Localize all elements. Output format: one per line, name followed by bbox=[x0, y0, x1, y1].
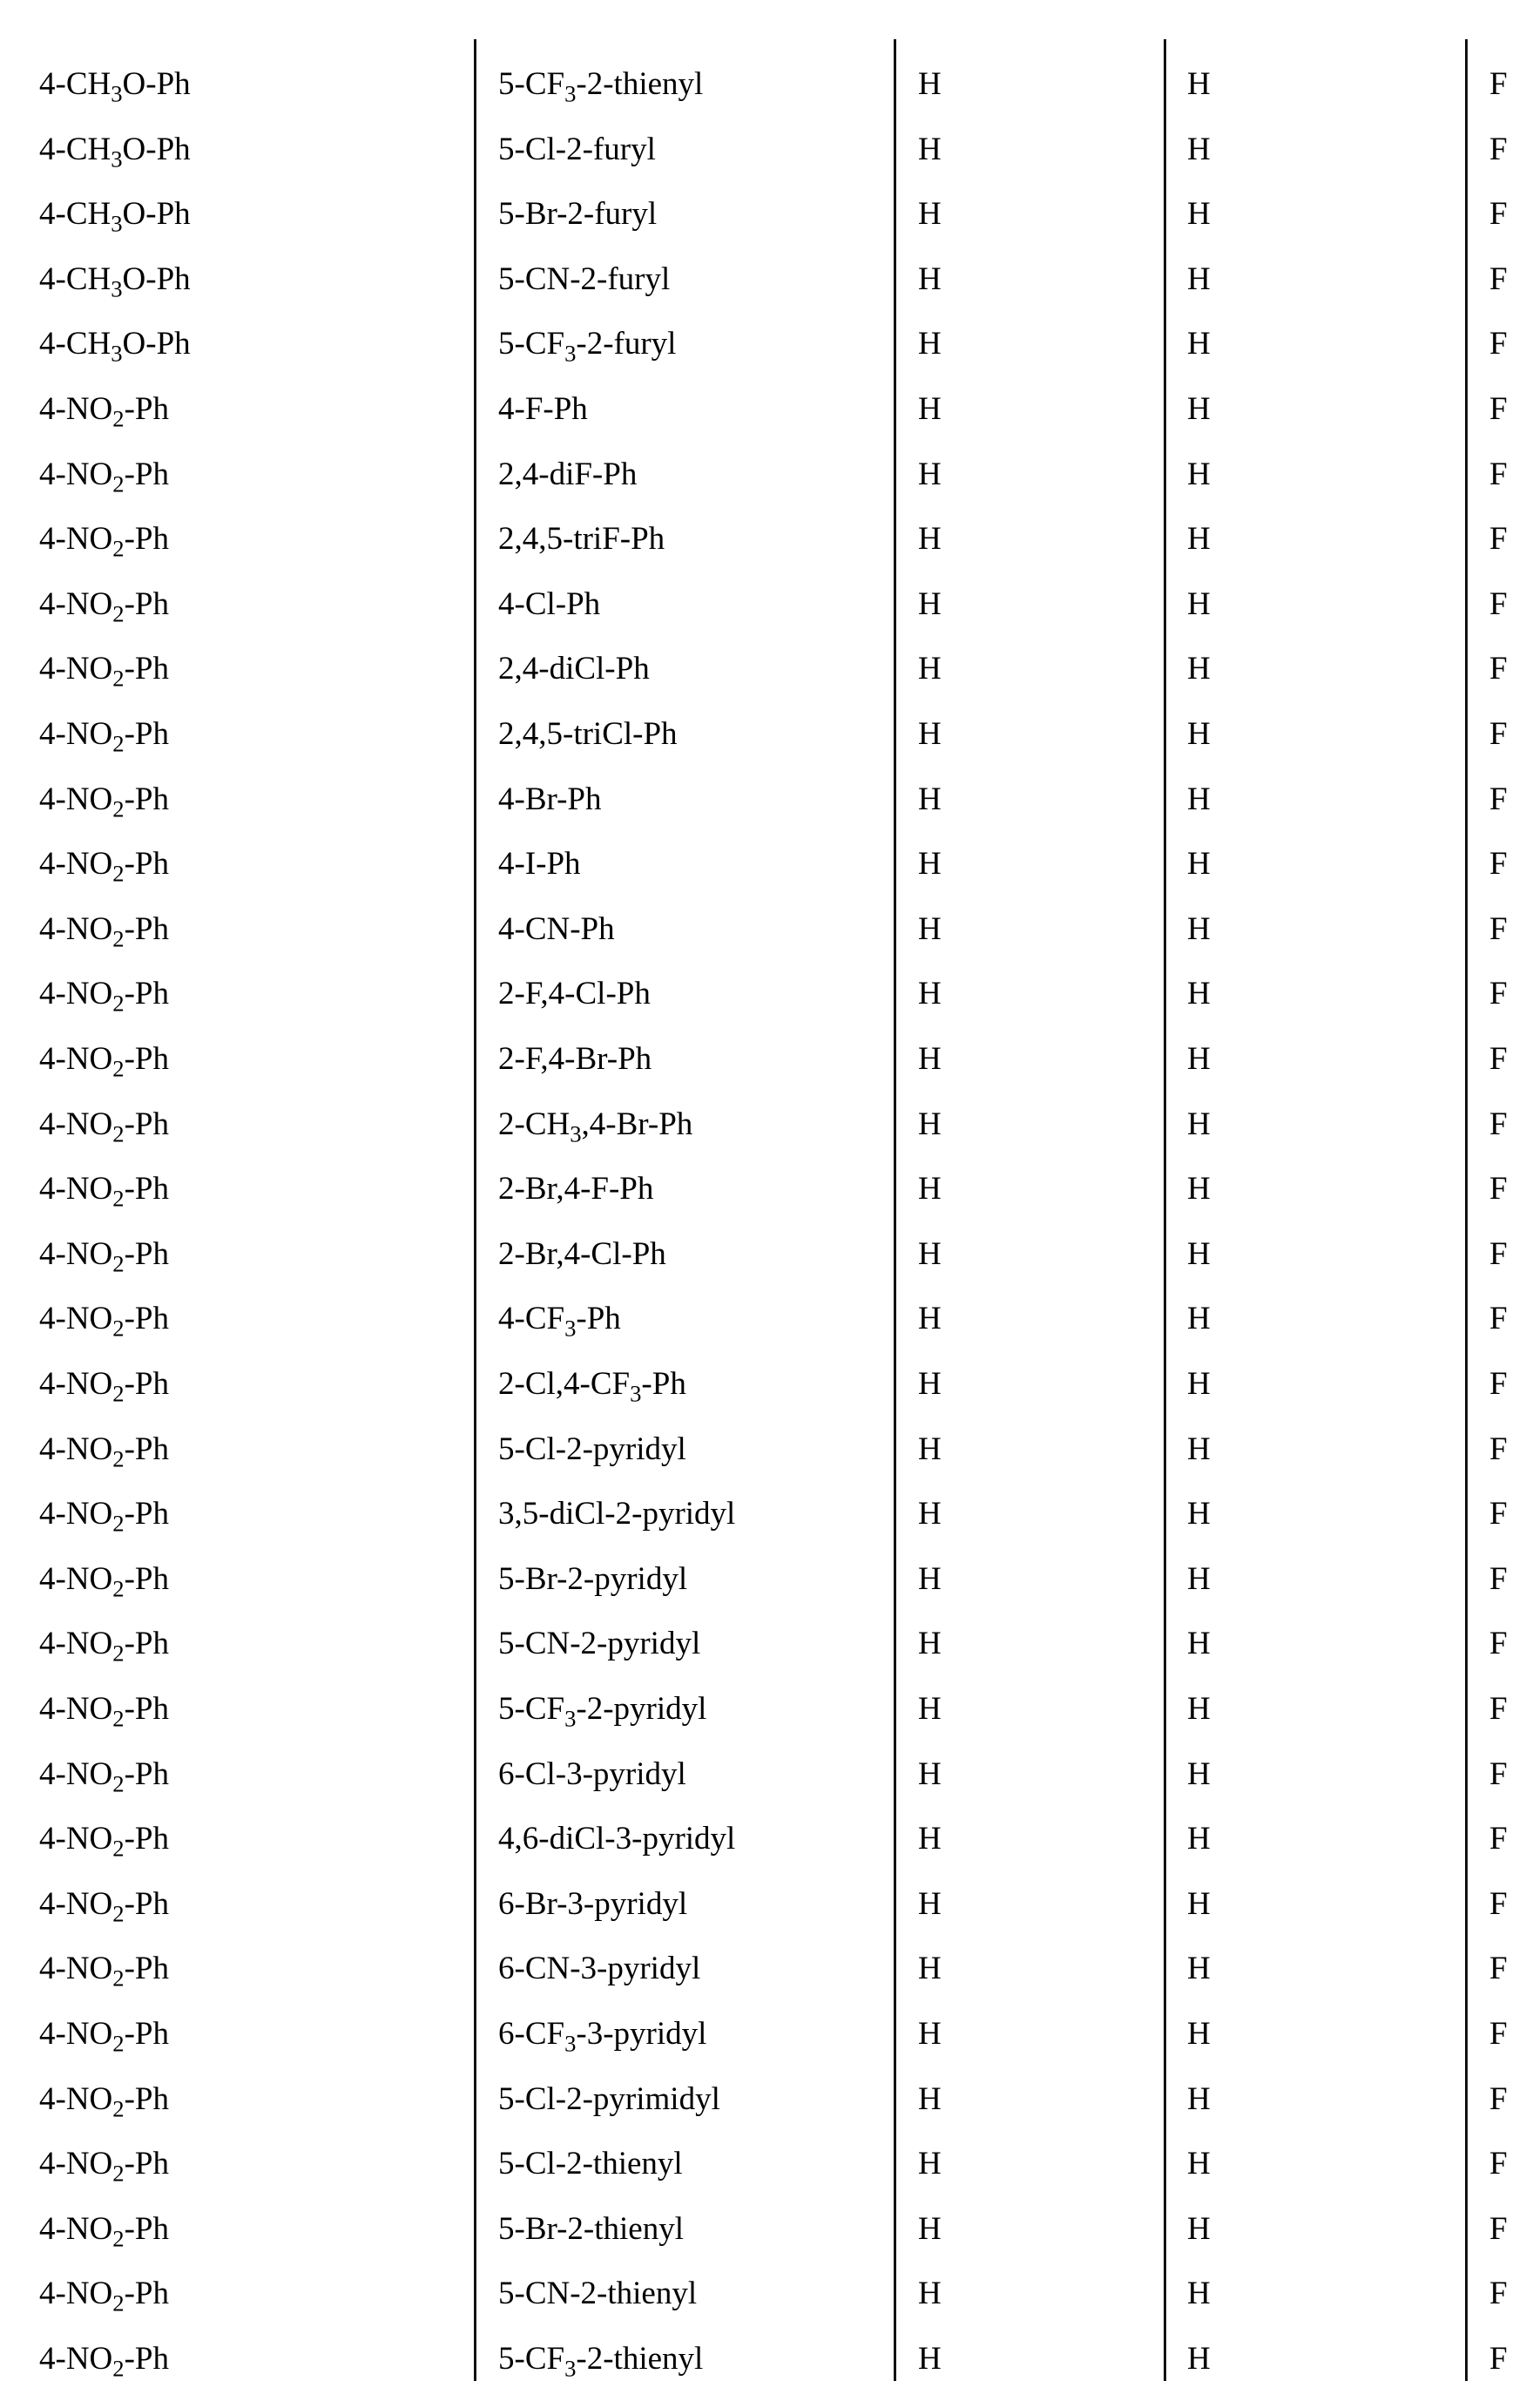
cell-r5: F bbox=[1489, 196, 1508, 233]
cell-r2: 2-F,4-Cl-Ph bbox=[498, 976, 651, 1012]
cell-r3: H bbox=[918, 1366, 942, 1402]
cell-r1: $4-NO_2-Ph$ bbox=[39, 2146, 169, 2187]
cell-r5: F bbox=[1489, 1951, 1508, 1987]
cell-r2: 2-F,4-Br-Ph bbox=[498, 1041, 652, 1077]
cell-r4: H bbox=[1187, 326, 1211, 362]
cell-r1: $4-CH_3O-Ph$ bbox=[39, 66, 191, 107]
cell-r3: H bbox=[918, 66, 942, 102]
cell-r2: 5-CN-2-furyl bbox=[498, 260, 671, 297]
cell-r4: H bbox=[1187, 976, 1211, 1012]
cell-r1: $4-NO_2-Ph$ bbox=[39, 2080, 169, 2122]
table-row bbox=[0, 393, 1526, 458]
cell-r1: $4-NO_2-Ph$ bbox=[39, 976, 169, 1017]
cell-r5: F bbox=[1489, 260, 1508, 297]
cell-r5: F bbox=[1489, 2080, 1508, 2117]
cell-r4: H bbox=[1187, 2080, 1211, 2117]
cell-r4: H bbox=[1187, 2276, 1211, 2312]
table-row bbox=[0, 1952, 1526, 2018]
cell-r1: $4-NO_2-Ph$ bbox=[39, 1431, 169, 1472]
cell-r1: $4-NO_2-Ph$ bbox=[39, 521, 169, 562]
cell-r3: H bbox=[918, 910, 942, 947]
cell-r3: H bbox=[918, 521, 942, 558]
cell-r3: H bbox=[918, 1235, 942, 1272]
cell-r2: $5-CF_3-2$-thienyl bbox=[498, 66, 704, 107]
cell-r2: $6-CF_3-3$-pyridyl bbox=[498, 2016, 707, 2057]
cell-r2: 6-CN-3-pyridyl bbox=[498, 1951, 701, 1987]
cell-r5: F bbox=[1489, 131, 1508, 167]
cell-r2: 4,6-diCl-3-pyridyl bbox=[498, 1821, 736, 1857]
cell-r5: F bbox=[1489, 521, 1508, 558]
table-row bbox=[0, 458, 1526, 524]
cell-r1: $4-NO_2-Ph$ bbox=[39, 1171, 169, 1212]
cell-r2: 5-Cl-2-thienyl bbox=[498, 2146, 683, 2182]
cell-r1: $4-NO_2-Ph$ bbox=[39, 910, 169, 952]
table-row bbox=[0, 1755, 1526, 1823]
cell-r5: F bbox=[1489, 585, 1508, 622]
cell-r5: F bbox=[1489, 2146, 1508, 2182]
table-row bbox=[0, 523, 1526, 588]
cell-r2: 5-CN-2-thienyl bbox=[498, 2276, 698, 2312]
cell-r4: H bbox=[1187, 456, 1211, 492]
cell-r2: $5-CF_3-2$-pyridyl bbox=[498, 1691, 707, 1732]
cell-r1: $4-NO_2-Ph$ bbox=[39, 2210, 169, 2252]
cell-r1: $4-NO_2-Ph$ bbox=[39, 1951, 169, 1992]
table-row bbox=[0, 1043, 1526, 1108]
cell-r2: 2,4-diCl-Ph bbox=[498, 651, 650, 687]
cell-r2: 3,5-diCl-2-pyridyl bbox=[498, 1496, 736, 1532]
table-row bbox=[0, 1235, 1526, 1303]
cell-r3: H bbox=[918, 1301, 942, 1337]
cell-r3: H bbox=[918, 1041, 942, 1077]
cell-r3: H bbox=[918, 1951, 942, 1987]
cell-r3: H bbox=[918, 196, 942, 233]
cell-r1: $4-NO_2-Ph$ bbox=[39, 1626, 169, 1667]
cell-r3: H bbox=[918, 1755, 942, 1792]
table-row bbox=[0, 1173, 1526, 1238]
cell-r5: F bbox=[1489, 716, 1508, 752]
cell-r4: H bbox=[1187, 260, 1211, 297]
cell-r2: 4-Br-Ph bbox=[498, 781, 602, 817]
cell-r2: $5-CF_3-2$-furyl bbox=[498, 326, 677, 367]
cell-r4: H bbox=[1187, 1626, 1211, 1662]
cell-r3: H bbox=[918, 2146, 942, 2182]
cell-r3: H bbox=[918, 2210, 942, 2247]
cell-r1: $4-NO_2-Ph$ bbox=[39, 1755, 169, 1797]
cell-r3: H bbox=[918, 1626, 942, 1662]
cell-r2: $2-CH_3,4-Br-Ph$ bbox=[498, 1106, 693, 1147]
cell-r3: H bbox=[918, 1106, 942, 1142]
cell-r3: H bbox=[918, 2080, 942, 2117]
cell-r3: H bbox=[918, 1821, 942, 1857]
cell-r3: H bbox=[918, 976, 942, 1012]
cell-r5: F bbox=[1489, 2341, 1508, 2377]
cell-r2: 6-Cl-3-pyridyl bbox=[498, 1755, 686, 1792]
cell-r3: H bbox=[918, 2276, 942, 2312]
cell-r3: H bbox=[918, 781, 942, 817]
table-row bbox=[0, 653, 1526, 718]
table-row bbox=[0, 848, 1526, 913]
cell-r3: H bbox=[918, 326, 942, 362]
cell-r3: H bbox=[918, 1885, 942, 1922]
cell-r4: H bbox=[1187, 1885, 1211, 1922]
cell-r3: H bbox=[918, 2341, 942, 2377]
cell-r1: $4-NO_2-Ph$ bbox=[39, 1106, 169, 1147]
table-row bbox=[0, 1627, 1526, 1693]
table-row bbox=[0, 2277, 1526, 2343]
cell-r4: H bbox=[1187, 1755, 1211, 1792]
cell-r2: 5-Cl-2-pyridyl bbox=[498, 1431, 686, 1467]
cell-r2: 5-Cl-2-furyl bbox=[498, 131, 656, 167]
cell-r1: $4-NO_2-Ph$ bbox=[39, 2276, 169, 2317]
table-row bbox=[0, 198, 1526, 263]
cell-r5: F bbox=[1489, 1755, 1508, 1792]
cell-r5: F bbox=[1489, 1431, 1508, 1467]
cell-r4: H bbox=[1187, 1366, 1211, 1402]
table-row bbox=[0, 977, 1526, 1043]
table-row bbox=[0, 1368, 1526, 1433]
cell-r2: 2,4-diF-Ph bbox=[498, 456, 638, 492]
cell-r2: $4-CF_3-Ph$ bbox=[498, 1301, 621, 1342]
cell-r5: F bbox=[1489, 1885, 1508, 1922]
cell-r1: $4-CH_3O-Ph$ bbox=[39, 260, 191, 302]
table-row bbox=[0, 2210, 1526, 2278]
cell-r1: $4-NO_2-Ph$ bbox=[39, 1366, 169, 1407]
cell-r4: H bbox=[1187, 2341, 1211, 2377]
cell-r2: 4-CN-Ph bbox=[498, 910, 615, 947]
cell-r1: $4-NO_2-Ph$ bbox=[39, 1496, 169, 1537]
table-row bbox=[0, 260, 1526, 328]
cell-r2: 2,4,5-triF-Ph bbox=[498, 521, 665, 558]
cell-r4: H bbox=[1187, 585, 1211, 622]
table-row bbox=[0, 910, 1526, 978]
cell-r1: $4-NO_2-Ph$ bbox=[39, 781, 169, 822]
cell-r2: 5-Br-2-thienyl bbox=[498, 2210, 684, 2247]
cell-r5: F bbox=[1489, 910, 1508, 947]
cell-r4: H bbox=[1187, 1560, 1211, 1597]
cell-r4: H bbox=[1187, 1951, 1211, 1987]
cell-r2: 5-Cl-2-pyrimidyl bbox=[498, 2080, 720, 2117]
cell-r4: H bbox=[1187, 131, 1211, 167]
cell-r4: H bbox=[1187, 521, 1211, 558]
cell-r1: $4-NO_2-Ph$ bbox=[39, 1235, 169, 1277]
cell-r4: H bbox=[1187, 2146, 1211, 2182]
cell-r3: H bbox=[918, 651, 942, 687]
cell-r5: F bbox=[1489, 1171, 1508, 1207]
cell-r3: H bbox=[918, 846, 942, 883]
cell-r4: H bbox=[1187, 716, 1211, 752]
cell-r2: $2-Cl,4-CF_3-Ph$ bbox=[498, 1366, 686, 1407]
cell-r4: H bbox=[1187, 846, 1211, 883]
table-row bbox=[0, 2018, 1526, 2083]
cell-r5: F bbox=[1489, 1821, 1508, 1857]
cell-r1: $4-NO_2-Ph$ bbox=[39, 456, 169, 497]
cell-r3: H bbox=[918, 131, 942, 167]
cell-r2: 5-Br-2-furyl bbox=[498, 196, 658, 233]
cell-r1: $4-NO_2-Ph$ bbox=[39, 391, 169, 432]
cell-r3: H bbox=[918, 1496, 942, 1532]
table-row bbox=[0, 718, 1526, 783]
cell-r3: H bbox=[918, 1171, 942, 1207]
cell-r1: $4-NO_2-Ph$ bbox=[39, 1301, 169, 1342]
table-row bbox=[0, 585, 1526, 653]
table-row bbox=[0, 1885, 1526, 1953]
cell-r4: H bbox=[1187, 651, 1211, 687]
cell-r5: F bbox=[1489, 1106, 1508, 1142]
cell-r5: F bbox=[1489, 2276, 1508, 2312]
cell-r5: F bbox=[1489, 2016, 1508, 2052]
table-row bbox=[0, 1108, 1526, 1174]
table-row bbox=[0, 68, 1526, 133]
table-row bbox=[0, 1693, 1526, 1758]
cell-r2: 6-Br-3-pyridyl bbox=[498, 1885, 688, 1922]
table-row bbox=[0, 2343, 1526, 2408]
table-row bbox=[0, 2148, 1526, 2213]
cell-r1: $4-NO_2-Ph$ bbox=[39, 1560, 169, 1602]
cell-r1: $4-NO_2-Ph$ bbox=[39, 716, 169, 757]
table-row bbox=[0, 1302, 1526, 1368]
cell-r4: H bbox=[1187, 1431, 1211, 1467]
cell-r4: H bbox=[1187, 1041, 1211, 1077]
cell-r2: 4-Cl-Ph bbox=[498, 585, 601, 622]
cell-r1: $4-NO_2-Ph$ bbox=[39, 1821, 169, 1862]
cell-r2: 5-Br-2-pyridyl bbox=[498, 1560, 688, 1597]
cell-r1: $4-NO_2-Ph$ bbox=[39, 1041, 169, 1082]
cell-r2: 4-F-Ph bbox=[498, 391, 588, 427]
cell-r5: F bbox=[1489, 326, 1508, 362]
cell-r4: H bbox=[1187, 2210, 1211, 2247]
cell-r2: 2,4,5-triCl-Ph bbox=[498, 716, 678, 752]
cell-r2: 2-Br,4-Cl-Ph bbox=[498, 1235, 666, 1272]
cell-r3: H bbox=[918, 1560, 942, 1597]
cell-r2: 4-I-Ph bbox=[498, 846, 581, 883]
cell-r1: $4-NO_2-Ph$ bbox=[39, 1885, 169, 1927]
cell-r4: H bbox=[1187, 66, 1211, 102]
cell-r1: $4-CH_3O-Ph$ bbox=[39, 326, 191, 367]
cell-r5: F bbox=[1489, 976, 1508, 1012]
table-row bbox=[0, 1433, 1526, 1498]
table-row bbox=[0, 1823, 1526, 1888]
cell-r5: F bbox=[1489, 846, 1508, 883]
table-row bbox=[0, 783, 1526, 849]
table-row bbox=[0, 1498, 1526, 1563]
cell-r3: H bbox=[918, 1431, 942, 1467]
cell-r3: H bbox=[918, 716, 942, 752]
cell-r3: H bbox=[918, 585, 942, 622]
cell-r1: $4-CH_3O-Ph$ bbox=[39, 196, 191, 237]
cell-r4: H bbox=[1187, 1496, 1211, 1532]
cell-r4: H bbox=[1187, 391, 1211, 427]
cell-r3: H bbox=[918, 456, 942, 492]
cell-r5: F bbox=[1489, 1301, 1508, 1337]
cell-r3: H bbox=[918, 260, 942, 297]
cell-r5: F bbox=[1489, 1626, 1508, 1662]
cell-r1: $4-NO_2-Ph$ bbox=[39, 2016, 169, 2057]
cell-r5: F bbox=[1489, 1560, 1508, 1597]
cell-r5: F bbox=[1489, 1366, 1508, 1402]
cell-r4: H bbox=[1187, 1691, 1211, 1727]
cell-r5: F bbox=[1489, 456, 1508, 492]
cell-r2: $5-CF_3-2$-thienyl bbox=[498, 2341, 704, 2382]
cell-r4: H bbox=[1187, 1106, 1211, 1142]
table-row bbox=[0, 2080, 1526, 2148]
cell-r5: F bbox=[1489, 2210, 1508, 2247]
cell-r5: F bbox=[1489, 1496, 1508, 1532]
cell-r1: $4-NO_2-Ph$ bbox=[39, 585, 169, 627]
cell-r4: H bbox=[1187, 2016, 1211, 2052]
table-row bbox=[0, 328, 1526, 393]
cell-r5: F bbox=[1489, 1235, 1508, 1272]
cell-r5: F bbox=[1489, 391, 1508, 427]
cell-r5: F bbox=[1489, 66, 1508, 102]
cell-r4: H bbox=[1187, 910, 1211, 947]
cell-r2: 5-CN-2-pyridyl bbox=[498, 1626, 701, 1662]
cell-r3: H bbox=[918, 2016, 942, 2052]
cell-r4: H bbox=[1187, 1301, 1211, 1337]
cell-r4: H bbox=[1187, 1171, 1211, 1207]
table-row bbox=[0, 133, 1526, 199]
cell-r5: F bbox=[1489, 651, 1508, 687]
cell-r5: F bbox=[1489, 1041, 1508, 1077]
cell-r4: H bbox=[1187, 196, 1211, 233]
cell-r4: H bbox=[1187, 781, 1211, 817]
cell-r1: $4-NO_2-Ph$ bbox=[39, 2341, 169, 2382]
cell-r3: H bbox=[918, 391, 942, 427]
cell-r4: H bbox=[1187, 1235, 1211, 1272]
table-row bbox=[0, 1560, 1526, 1628]
cell-r5: F bbox=[1489, 1691, 1508, 1727]
cell-r1: $4-CH_3O-Ph$ bbox=[39, 131, 191, 172]
cell-r3: H bbox=[918, 1691, 942, 1727]
cell-r2: 2-Br,4-F-Ph bbox=[498, 1171, 654, 1207]
cell-r1: $4-NO_2-Ph$ bbox=[39, 1691, 169, 1732]
cell-r4: H bbox=[1187, 1821, 1211, 1857]
cell-r1: $4-NO_2-Ph$ bbox=[39, 846, 169, 887]
cell-r5: F bbox=[1489, 781, 1508, 817]
cell-r1: $4-NO_2-Ph$ bbox=[39, 651, 169, 692]
